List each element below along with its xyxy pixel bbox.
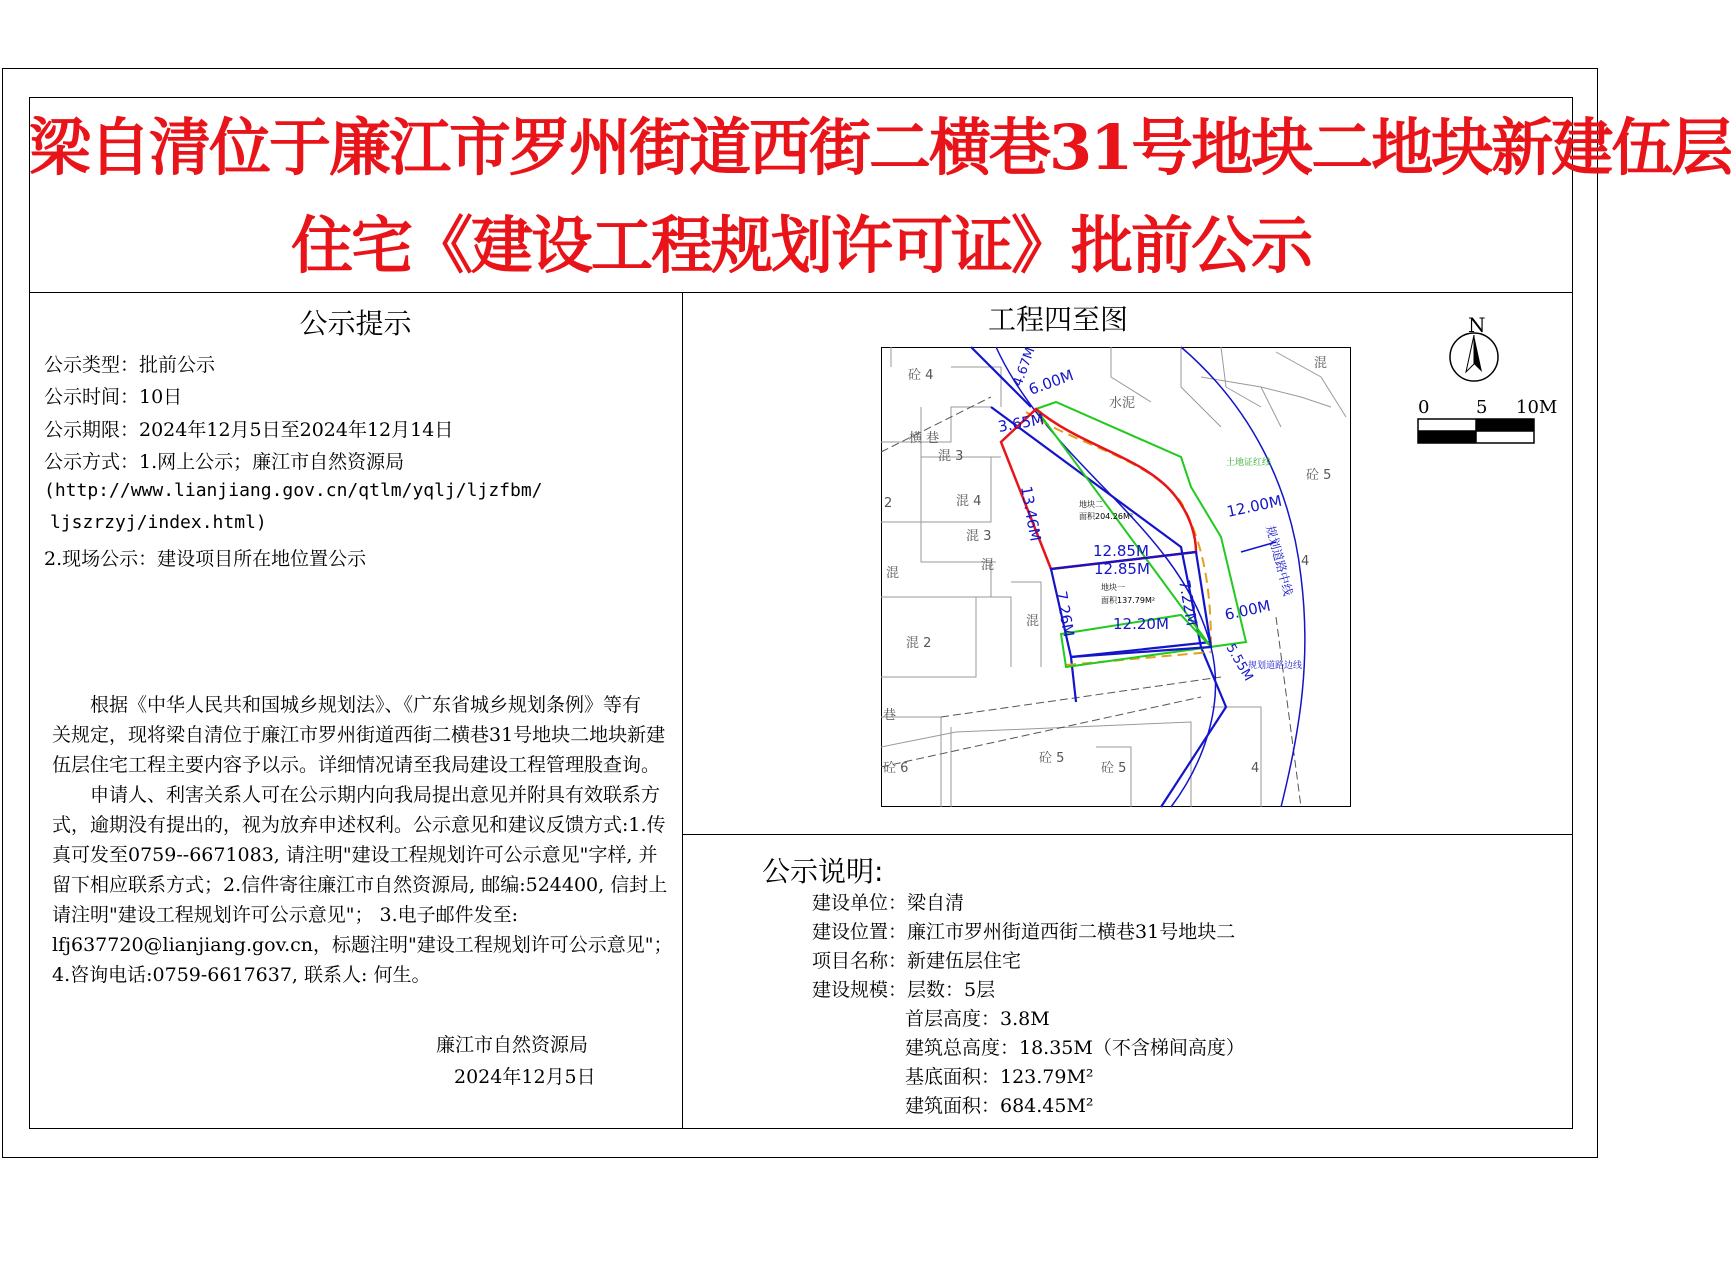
title-line-2: 住宅《建设工程规划许可证》批前公示 xyxy=(290,209,1311,282)
parcel-1-name: 地块一 xyxy=(1101,583,1125,592)
explain-value: 新建伍层住宅 xyxy=(907,950,1022,972)
body-line: 伍层住宅工程主要内容予以示。详细情况请至我局建设工程管理股查询。 xyxy=(52,754,661,776)
scale-black-seg xyxy=(1418,431,1476,443)
scale-black-seg xyxy=(1476,419,1534,431)
scale-label-5: 5 xyxy=(1476,397,1488,418)
explain-row xyxy=(812,888,964,915)
explain-key: 建设单位： xyxy=(812,892,908,914)
explain-extra: 建筑面积：684.45M² xyxy=(905,1095,1094,1117)
title-divider xyxy=(29,292,1573,293)
bldg-label: 砼 5 xyxy=(1039,751,1065,766)
bldg-label: 砼 5 xyxy=(1306,468,1332,483)
scale-label-10m: 10M xyxy=(1516,397,1558,418)
lane-label: 横 巷 xyxy=(909,431,940,446)
dim-label: 12.85M xyxy=(1093,542,1149,560)
bldg-label: 混 xyxy=(1026,614,1040,629)
bldg-label: 4 xyxy=(1301,554,1310,569)
bldg-label: 砼 6 xyxy=(883,761,909,776)
explain-key: 建设位置： xyxy=(812,921,908,943)
notice-duration: 公示时间：10日 xyxy=(44,386,183,408)
bldg-label: 混 xyxy=(1314,356,1328,371)
road-edge-label: 规划道路边线 xyxy=(1248,661,1303,671)
dim-label: 12.85M xyxy=(1094,560,1150,578)
dim-label: 7.22M xyxy=(1175,578,1201,628)
bldg-label: 混 xyxy=(886,566,900,581)
notice-onsite: 2.现场公示：建设项目所在地位置公示 xyxy=(44,548,367,570)
explain-value: 梁自清 xyxy=(907,892,965,914)
dim-label: 12.00M xyxy=(1225,491,1284,521)
body-line: 申请人、利害关系人可在公示期内向我局提出意见并附具有效联系方 xyxy=(90,784,661,806)
body-line: 4.咨询电话:0759-6617637, 联系人: 何生。 xyxy=(52,964,431,986)
explain-extra: 基底面积：123.79M² xyxy=(905,1066,1094,1088)
explain-row xyxy=(812,917,1235,944)
notice-issuer: 廉江市自然资源局 xyxy=(436,1034,589,1056)
map-heading: 工程四至图 xyxy=(987,303,1128,336)
body-line: 关规定，现将梁自清位于廉江市罗州街道西街二横巷31号地块二地块新建 xyxy=(52,724,666,746)
body-line: 留下相应联系方式；2.信件寄往廉江市自然资源局, 邮编:524400, 信封上 xyxy=(52,874,668,896)
dim-label: 13.46M xyxy=(1017,484,1045,543)
parcel-1-area: 面积137.79M² xyxy=(1101,596,1156,605)
explain-extra: 首层高度：3.8M xyxy=(905,1008,1050,1030)
bldg-label: 混 xyxy=(981,558,995,573)
bldg-label: 混 2 xyxy=(906,636,932,651)
bldg-label: 混 4 xyxy=(956,494,982,509)
title-line-1: 梁自清位于廉江市罗州街道西街二横巷31号地块二地块新建伍层 xyxy=(29,111,1731,184)
bldg-label: 2 xyxy=(884,496,893,511)
site-map xyxy=(881,347,1351,807)
explain-heading: 公示说明: xyxy=(762,855,884,888)
cement-label: 水泥 xyxy=(1109,396,1136,411)
notice-url-1[interactable]: (http://www.lianjiang.gov.cn/qtlm/yqlj/ljzfbm/ xyxy=(44,480,543,501)
body-line: 真可发至0759--6671083, 请注明"建设工程规划许可公示意见"字样, 并 xyxy=(52,844,658,866)
compass-and-scale xyxy=(1418,312,1558,458)
notice-url-2[interactable]: ljszrzyj/index.html) xyxy=(50,512,267,533)
notice-body xyxy=(52,690,673,990)
lane-label: 巷 xyxy=(883,708,897,723)
notice-type: 公示类型：批前公示 xyxy=(44,354,216,376)
notice-method: 公示方式：1.网上公示；廉江市自然资源局 xyxy=(44,451,405,473)
explain-key: 项目名称： xyxy=(812,950,908,972)
north-label: N xyxy=(1468,313,1486,337)
dim-label: 4.67M xyxy=(1010,345,1039,389)
bldg-label: 4 xyxy=(1251,761,1260,776)
notice-date: 2024年12月5日 xyxy=(454,1066,596,1088)
notice-period: 公示期限：2024年12月5日至2024年12月14日 xyxy=(44,419,454,441)
north-arrow-icon xyxy=(1466,335,1474,372)
north-arrow-fill-icon xyxy=(1474,335,1482,372)
dim-label: 5.55M xyxy=(1222,641,1256,684)
column-divider xyxy=(682,292,683,1129)
bldg-label: 混 3 xyxy=(966,529,992,544)
dim-label: 12.20M xyxy=(1113,615,1169,633)
explain-extra: 建筑总高度：18.35M（不含梯间高度） xyxy=(905,1037,1245,1059)
body-line: lfj637720@lianjiang.gov.cn，标题注明"建设工程规划许可公示意见"； xyxy=(52,934,673,956)
body-line: 请注明"建设工程规划许可公示意见"； 3.电子邮件发至: xyxy=(52,904,519,926)
dim-label: 7.26M xyxy=(1052,589,1078,639)
bldg-label: 砼 4 xyxy=(908,368,934,383)
explain-row xyxy=(812,975,995,1002)
dim-label: 6.00M xyxy=(1026,365,1076,399)
body-line: 根据《中华人民共和国城乡规划法》、《广东省城乡规划条例》等有 xyxy=(90,694,642,716)
bldg-label: 砼 5 xyxy=(1101,761,1127,776)
bldg-label: 混 3 xyxy=(938,449,964,464)
body-line: 式，逾期没有提出的，视为放弃申述权利。公示意见和建议反馈方式:1.传 xyxy=(52,814,666,836)
explain-key: 建设规模： xyxy=(812,979,908,1001)
dim-label: 3.65M xyxy=(996,410,1046,436)
parcel-2-area: 面积204.26M² xyxy=(1079,512,1134,521)
notice-heading: 公示提示 xyxy=(299,307,412,340)
scale-label-0: 0 xyxy=(1418,397,1430,418)
road-center-label: 规划道路中线 xyxy=(1263,524,1296,598)
right-divider xyxy=(682,834,1573,835)
explain-value: 层数：5层 xyxy=(907,979,996,1001)
explain-row xyxy=(812,946,1021,973)
parcel-2-name: 地块二 xyxy=(1079,500,1103,509)
land-redline-label: 土地证红线 xyxy=(1226,458,1272,468)
dim-label: 6.00M xyxy=(1223,596,1273,624)
explain-value: 廉江市罗州街道西街二横巷31号地块二 xyxy=(907,921,1236,943)
